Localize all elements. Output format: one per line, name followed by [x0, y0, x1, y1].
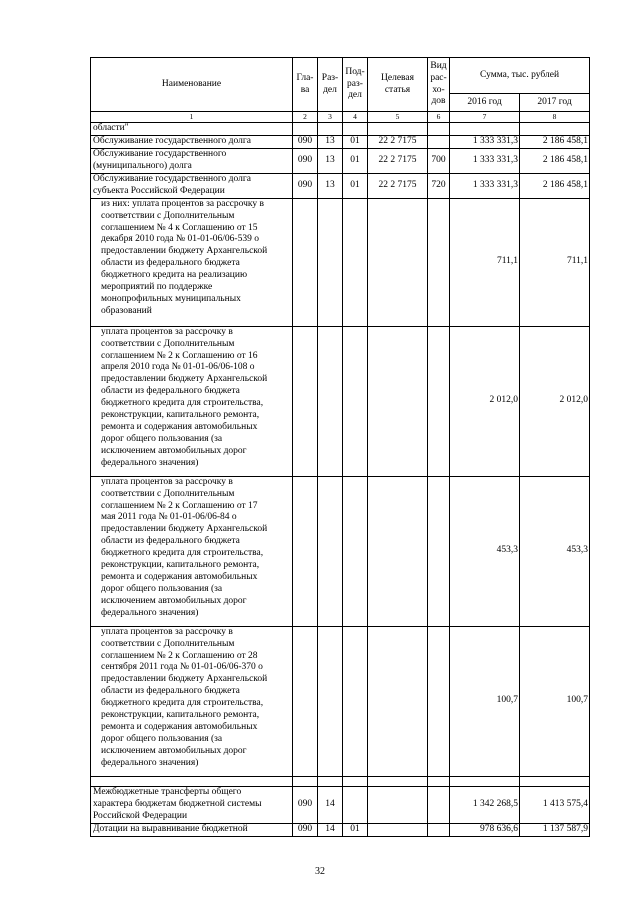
header-sum: Сумма, тыс. рублей: [450, 58, 590, 94]
row-name: уплата процентов за рассрочку в соответствии с Дополнительным соглашением № 2 к Соглашению от 17 мая 2011 года № 01-01-06/06-84 о предоставлении бюджету Архангельской области из федерального бюджета бюджетного кредита для строительства, реконструкции, капитального ремонта, ремонта и содержания автомобильных дорог общего пользования (за исключением автомобильных дорог федерального значения): [91, 476, 293, 626]
row-podrazdel: 01: [343, 173, 368, 198]
table-row: [91, 326, 590, 476]
row-razdel: [318, 123, 343, 136]
column-number: 8: [520, 112, 590, 123]
row-expense-type: [428, 786, 450, 823]
header-podrazdel: Под- раз- дел: [343, 58, 368, 112]
row-name: области": [91, 123, 293, 136]
row-name: Обслуживание государственного долга субъекта Российской Федерации: [91, 173, 293, 198]
column-number: 7: [450, 112, 520, 123]
row-glava: [293, 626, 318, 776]
row-sum-2017: 453,3: [520, 476, 590, 626]
row-podrazdel: [343, 776, 368, 786]
header-year-2016: 2016 год: [450, 94, 520, 112]
row-razdel: [318, 326, 343, 476]
row-glava: 090: [293, 173, 318, 198]
table-row: [91, 123, 590, 136]
row-sum-2016: [450, 123, 520, 136]
row-target-article: [368, 123, 428, 136]
row-podrazdel: [343, 198, 368, 326]
column-number-row: [91, 112, 590, 123]
column-number: 2: [293, 112, 318, 123]
row-name: Межбюджетные трансферты общего характера бюджетам бюджетной системы Российской Федерации: [91, 786, 293, 823]
row-target-article: [368, 626, 428, 776]
row-podrazdel: [343, 476, 368, 626]
row-target-article: [368, 326, 428, 476]
row-podrazdel: 01: [343, 135, 368, 148]
row-target-article: [368, 198, 428, 326]
row-expense-type: [428, 198, 450, 326]
row-sum-2016: 1 333 331,3: [450, 173, 520, 198]
row-expense-type: [428, 135, 450, 148]
page-number: 32: [315, 866, 325, 877]
row-target-article: 22 2 7175: [368, 173, 428, 198]
row-expense-type: [428, 823, 450, 836]
row-sum-2016: 2 012,0: [450, 326, 520, 476]
column-number: 5: [368, 112, 428, 123]
row-glava: 090: [293, 135, 318, 148]
row-podrazdel: 01: [343, 823, 368, 836]
row-name: уплата процентов за рассрочку в соответствии с Дополнительным соглашением № 2 к Соглашению от 28 сентября 2011 года № 01-01-06/06-370 о предоставлении бюджету Архангельской области из федерального бюджета бюджетного кредита для строительства, реконструкции, капитального ремонта, ремонта и содержания автомобильных дорог общего пользования (за исключением автомобильных дорог федерального значения): [91, 626, 293, 776]
header-razdel: Раз- дел: [318, 58, 343, 112]
row-sum-2016: 1 333 331,3: [450, 148, 520, 173]
row-glava: [293, 476, 318, 626]
row-expense-type: [428, 476, 450, 626]
row-target-article: [368, 776, 428, 786]
column-number: 4: [343, 112, 368, 123]
table-row: [91, 148, 590, 173]
row-sum-2016: 100,7: [450, 626, 520, 776]
row-podrazdel: [343, 123, 368, 136]
row-sum-2016: 711,1: [450, 198, 520, 326]
table-row: [91, 135, 590, 148]
row-podrazdel: [343, 786, 368, 823]
row-glava: 090: [293, 148, 318, 173]
table-row: [91, 626, 590, 776]
row-expense-type: 700: [428, 148, 450, 173]
row-sum-2016: 1 342 268,5: [450, 786, 520, 823]
row-name: Обслуживание государственного долга: [91, 135, 293, 148]
row-sum-2017: 2 186 458,1: [520, 148, 590, 173]
row-target-article: [368, 823, 428, 836]
row-razdel: [318, 776, 343, 786]
budget-table: [90, 57, 590, 837]
table-row: [91, 198, 590, 326]
row-sum-2016: 453,3: [450, 476, 520, 626]
row-sum-2017: [520, 123, 590, 136]
header-year-2017: 2017 год: [520, 94, 590, 112]
row-expense-type: [428, 326, 450, 476]
row-podrazdel: [343, 326, 368, 476]
header-glava: Гла- ва: [293, 58, 318, 112]
row-target-article: [368, 476, 428, 626]
row-razdel: 14: [318, 786, 343, 823]
row-name: из них: уплата процентов за рассрочку в соответствии с Дополнительным соглашением № 4 к Соглашению от 15 декабря 2010 года № 01-01-06/06-539 о предоставлении бюджету Архангельской области из федерального бюджета бюджетного кредита на реализацию мероприятий по поддержке монопрофильных муниципальных образований: [91, 198, 293, 326]
row-sum-2017: 711,1: [520, 198, 590, 326]
row-name: Дотации на выравнивание бюджетной: [91, 823, 293, 836]
header-name: Наименование: [91, 58, 293, 112]
row-razdel: 13: [318, 148, 343, 173]
row-sum-2017: 2 012,0: [520, 326, 590, 476]
row-sum-2017: [520, 776, 590, 786]
row-razdel: 13: [318, 173, 343, 198]
row-target-article: 22 2 7175: [368, 148, 428, 173]
row-glava: 090: [293, 786, 318, 823]
row-glava: 090: [293, 823, 318, 836]
row-sum-2017: 1 137 587,9: [520, 823, 590, 836]
column-number: 1: [91, 112, 293, 123]
row-podrazdel: [343, 626, 368, 776]
header-expense-type: Вид рас- хо- дов: [428, 58, 450, 112]
column-number: 3: [318, 112, 343, 123]
row-name: [91, 776, 293, 786]
row-razdel: [318, 476, 343, 626]
table-row: [91, 786, 590, 823]
row-glava: [293, 776, 318, 786]
row-expense-type: [428, 123, 450, 136]
row-razdel: 13: [318, 135, 343, 148]
row-sum-2016: 978 636,6: [450, 823, 520, 836]
row-expense-type: [428, 626, 450, 776]
row-name: уплата процентов за рассрочку в соответствии с Дополнительным соглашением № 2 к Соглашению от 16 апреля 2010 года № 01-01-06/06-108 о предоставлении бюджету Архангельской области из федерального бюджета бюджетного кредита для строительства, реконструкции, капитального ремонта, ремонта и содержания автомобильных дорог общего пользования (за исключением автомобильных дорог федерального значения): [91, 326, 293, 476]
row-sum-2016: [450, 776, 520, 786]
row-sum-2017: 100,7: [520, 626, 590, 776]
table-row: [91, 823, 590, 836]
table-row: [91, 173, 590, 198]
row-razdel: 14: [318, 823, 343, 836]
row-razdel: [318, 626, 343, 776]
row-sum-2017: 2 186 458,1: [520, 135, 590, 148]
row-glava: [293, 198, 318, 326]
row-sum-2017: 1 413 575,4: [520, 786, 590, 823]
row-expense-type: 720: [428, 173, 450, 198]
row-razdel: [318, 198, 343, 326]
row-sum-2016: 1 333 331,3: [450, 135, 520, 148]
row-glava: [293, 326, 318, 476]
row-target-article: 22 2 7175: [368, 135, 428, 148]
row-podrazdel: 01: [343, 148, 368, 173]
row-name: Обслуживание государственного (муниципального) долга: [91, 148, 293, 173]
row-sum-2017: 2 186 458,1: [520, 173, 590, 198]
row-target-article: [368, 786, 428, 823]
table-row: [91, 476, 590, 626]
column-number: 6: [428, 112, 450, 123]
row-glava: [293, 123, 318, 136]
row-expense-type: [428, 776, 450, 786]
header-target-article: Целевая статья: [368, 58, 428, 112]
table-row: [91, 776, 590, 786]
